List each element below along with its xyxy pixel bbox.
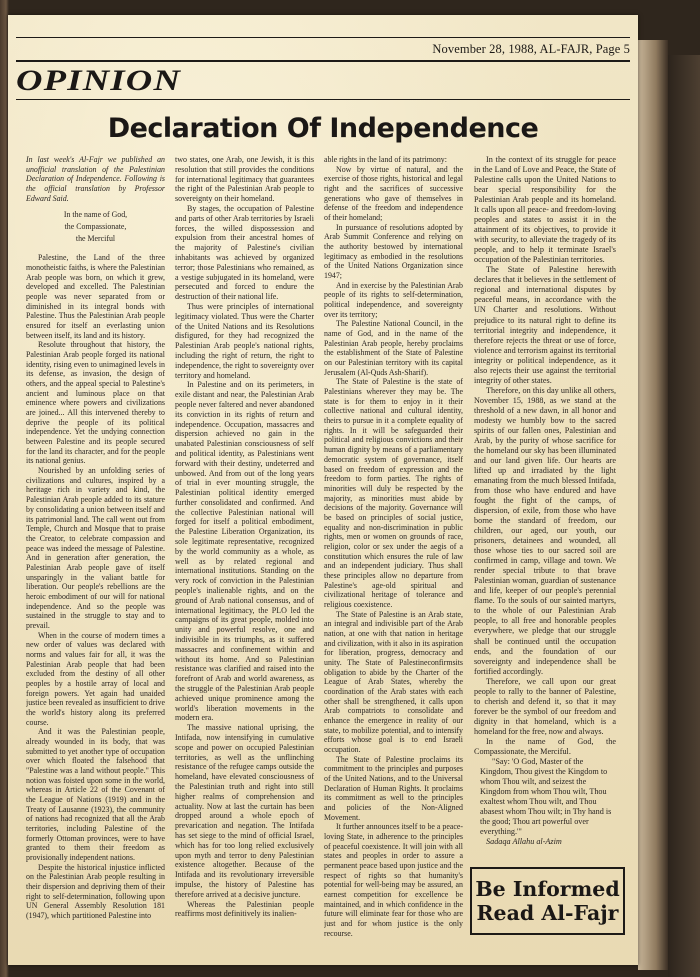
ad-line-2: Read Al-Fajr [476,901,619,925]
headline: Declaration Of Independence [107,113,539,144]
section-title: OPINION [16,64,182,97]
paragraph: In the context of its struggle for peace in the Land of Love and Peace, the State of Palestine calls upon the United Nations to bear special responsibility for the Palestinian Arab people and its homeland. It calls upon all peace- and freedom-loving peoples and states to assist it in the attainment of its objectives, to provide it with security, to alleviate the tragedy of its people, and to help it terminate Israel's occupation of the Palestinian territories. [474,155,616,265]
paragraph: The State of Palestine herewith declares that it believes in the settlement of regional and international disputes by peaceful means, in accordance with the UN Charter and resolutions. Without prejudice to its natural right to define its territorial integrity and independence, it therefore rejects the threat or use of force, violence and terrorism against its territorial integrity or political independence, as it also rejects their use against the territorial integrity of other states. [474,265,616,385]
paragraph: Resolute throughout that history, the Palestinian Arab people forged its national identity, rising even to unimagined levels in its defense, as invasion, the design of others, and the appeal special to Palestine's ancient and luminous place on that eminence where powers and civilizations are joined... All this intervened thereby to deprive the people of its political independence. Yet the undying connection between Palestine and its people secured for the land its character, and for the people its national genius. [26,340,165,466]
paragraph: And it was the Palestinian people, already wounded in its body, that was submitted to yet another type of occupation over which floated the falsehood that "Palestine was a land without people." This notion was foisted upon some in the world, whereas in Article 22 of the Covenant of the League of Nations (1919) and in the Treaty of Lausanne (1923), the community of nations had recognized that all the Arab territories, including Palestine of the formerly Ottoman provinces, were to have granted to them their freedom as provisionally independent nations. [26,727,165,863]
invocation [26,209,165,245]
column-1 [26,155,165,940]
binding-shadow [668,55,700,977]
paragraph: Palestine, the Land of the three monotheistic faiths, is where the Palestinian Arab people was born, on which it grew, developed and excelled. The Palestinian people was never separated from or diminished in its integral bonds with Palestine. Thus the Palestinian Arab people ensured for itself an everlasting union between itself, its land and its history. [26,253,165,340]
paragraph: The State of Palestine proclaims its commitment to the principles and purposes of the United Nations, and to the Universal Declaration of Human Rights. It proclaims its commitment as well to the principles and policies of the Non-Aligned Movement. [324,754,463,822]
invocation-line: the Compassionate, [64,222,127,232]
paragraph: able rights in the land of its patrimony: [324,155,447,164]
paragraph: Despite the historical injustice inflicted on the Palestinian Arab people resulting in their dispersion and depriving them of their right to self-determination, following upon UN General Assembly Resolution 181 (1947), which partitioned Palestine into [26,862,165,921]
paragraph: In pursuance of resolutions adopted by Arab Summit Conference and relying on the authority bestowed by international legitimacy as embodied in the resolutions of the United Nations Organization since 1947; [324,222,463,281]
paragraph: In Palestine and on its perimeters, in exile distant and near, the Palestinian Arab people never faltered and never abandoned its conviction in its rights of return and independence. Occupation, massacres and dispersion achieved no gain in the unabated Palestinian consciousness of self and political identity, as Palestinians went forward with their destiny, undeterred and unbowed. And from out of the long years of trial in ever mounting struggle, the Palestinian political identity emerged further consolidated and confirmed. And the collective Palestinian national will forged for itself a political embodiment, the Palestine Liberation Organization, its sole legitimate representative, recognized by the world community as a whole, as well as by related regional and international institutions. Standing on the very rock of conviction in the Palestinian people's inalienable rights, and on the ground of Arab national consensus, and of international legitimacy, the PLO led the campaigns of its great people, molded into unity and powerful resolve, one and indivisible in its triumphs, as it suffered massacres and confinement within and without its home. And so Palestinian resistance was clarified and raised into the forefront of Arab and world awareness, as the struggle of the Palestinian Arab people achieved unique prominence among the world's liberation movements in the modern era. [175,380,314,723]
column-2 [175,155,314,940]
paragraph: The massive national uprising, the Intifada, now intensifying in cumulative scope and power on occupied Palestinian territories, as well as the unflinching resistance of the refugee camps outside the homeland, have elevated consciousness of the Palestinian truth and right into still higher realms of comprehension and actuality. Now at last the curtain has been dropped around a whole epoch of prevarication and negation. The Intifada has set siege to the mind of official Israel, which has for too long relied exclusively upon myth and terror to deny Palestinian existence altogether. Because of the Intifada and its revolutionary irreversible impulse, the history of Palestine has therefore arrived at a decisive juncture. [175,723,314,899]
section-rule [16,60,630,62]
quran-quote: "Say: 'O God, Master of the Kingdom, Thou givest the Kingdom to whom Thou wilt, and seizest the Kingdom from whom Thou wilt, Thou exaltest whom Thou wilt, and Thou abasest whom Thou wilt; in Thy hand is the good; Thou art powerful over everything.'" [480,756,612,837]
paragraph: When in the course of modern times a new order of values was declared with norms and values fair for all, it was the Palestinian Arab people that had been excluded from the destiny of all other peoples by a hostile array of local and foreign powers. Yet again had unaided justice been revealed as insufficient to drive the world's history along its preferred course. [26,630,165,727]
column-4 [474,155,616,853]
invocation-line: the Merciful [75,234,116,244]
paragraph: It further announces itself to be a peace-loving State, in adherence to the principles of peaceful coexistence. It will join with all states and peoples in order to assure a permanent peace based upon justice and the respect of rights so that humanity's potential for well-being may be assured, an earnest competition for excellence be maintained, and in which confidence in the future will eliminate fear for those who are just and for whom justice is the only recourse. [324,822,463,938]
paragraph: Thus were principles of international legitimacy violated. Thus were the Charter of the United Nations and its Resolutions disfigured, for they had recognized the Palestinian Arab people's national rights, including the right of return, the right to independence, the right to sovereignty over territory and homeland. [175,301,314,380]
paragraph: Now by virtue of natural, and the exercise of those rights, historical and legal right and the sacrifices of successive generations who gave of themselves in defense of the freedom and independence of their homeland; [324,164,463,223]
ad-line-1: Be Informed [475,877,620,901]
paragraph: In the name of God, the Compassionate, the Merciful. [474,736,616,756]
newspaper-page [8,15,638,965]
column-3 [324,155,463,940]
paragraph: The Palestine National Council, in the name of God, and in the name of the Palestinian Arab people, hereby proclaims the establishment of the State of Palestine on our Palestinian territory with its capital Jerusalem (Al-Quds Ash-Sharif). [324,319,463,377]
section-bottom-rule [16,99,630,100]
paragraph: Whereas the Palestinian people reaffirms most definitively its inalien- [175,899,314,919]
paragraph: The State of Palestine is the state of Palestinians wherever they may be. The state is for them to enjoy in it their collective national and cultural identity, theirs to pursue in it a complete equality of rights. In it will be safeguarded their political and religious convictions and their human dignity by means of a parliamentary democratic system of governance, itself based on freedom of expression and the freedom to form parties. The rights of minorities will duly be respected by the majority, as minorities must abide by decisions of the majority. Governance will be based on principles of social justice, equality and non-discrimination in public rights, men or women on grounds of race, religion, color or sex under the aegis of a constitution which ensures the rule of law and an independent judiciary. Thus shall these principles allow no departure from Palestine's age-old spiritual and civilizational heritage of tolerance and religious coexistence. [324,377,463,609]
al-fajr-ad-box [470,867,625,935]
top-rule [16,37,630,38]
paragraph: Nourished by an unfolding series of civilizations and cultures, inspired by a heritage rich in variety and kind, the Palestinian Arab people added to its stature by consolidating a union between itself and its patrimonial land. The call went out from Temple, Church and Mosque that to praise the Creator, to celebrate compassion and peace was indeed the message of Palestine. And in generation after generation, the Palestinian Arab people gave of itself unsparingly in the valiant battle for liberation. Our people's rebellions are the heroic embodiment of our will for national independence. And so the people was sustained in the struggle to stay and to prevail. [26,466,165,630]
paragraph: And in exercise by the Palestinian Arab people of its rights to self-determination, political independence, and sovereignty over its territory; [324,280,463,319]
paragraph: Therefore, on this day unlike all others, November 15, 1988, as we stand at the threshold of a new dawn, in all honor and modesty we humbly bow to the sacred spirits of our fallen ones, Palestinian and Arab, by the purity of whose sacrifice for the homeland our sky has been illuminated and our land given life. Our hearts are lifted up and irradiated by the light emanating from the much blessed Intifada, from those who have endured and have fought the fight of the camps, of dispersion, of exile, from those who have borne the standard of freedom, our children, our aged, our youth, our prisoners, detainees and wounded, all those whose ties to our sacred soil are confirmed in camp, village and town. We render special tribute to that brave Palestinian woman, guardian of sustenance and life, keeper of our people's perennial flame. To the souls of our sainted martyrs, to the whole of our Palestinian Arab people, to all free and honorable peoples everywhere, we pledge that our struggle shall be continued until the occupation ends, and the foundation of our sovereignty and independence shall be fortified accordingly. [474,385,616,676]
intro-note: In last week's Al-Fajr we published an unofficial translation of the Palestinian Declaration of Independence. Following is the official translation by Professor Edward Said. [26,155,165,203]
binding-edge [638,40,668,970]
paragraph: By stages, the occupation of Palestine and parts of other Arab territories by Israeli forces, the willed dispossession and expulsion from their ancestral homes of the majority of Palestine's civilian inhabitants was achieved by organized terror; those Palestinians who remained, as a vestige subjugated in its homeland, were persecuted and forced to endure the destruction of their national life. [175,203,314,302]
paragraph: Therefore, we call upon our great people to rally to the banner of Palestine, to cherish and defend it, so that it may forever be the symbol of our freedom and dignity in that homeland, which is a homeland for the free, now and always. [474,676,616,736]
header-date-page: November 28, 1988, AL-FAJR, Page 5 [432,42,630,56]
invocation-line: In the name of God, [63,210,128,220]
paragraph: The State of Palestine is an Arab state, an integral and indivisible part of the Arab nation, at one with that nation in heritage and civilization, with it also in its aspiration for liberation, progress, democracy and unity. The State of Palestineconfirmsits obligation to abide by the Charter of the League of Arab States, whereby the coordination of the Arab states with each other shall be strengthened, it calls upon Arab compatriots to consolidate and enhance the emergence in reality of our state, to mobilize potential, and to intensify efforts whose goal is to end Israeli occupation. [324,609,463,754]
closing-formula: Sadaqa Allahu al-Azim [486,837,562,847]
paragraph: two states, one Arab, one Jewish, it is this resolution that still provides the conditions for international legitimacy that guarantees the right of the Palestinian Arab people to sovereignty on their homeland. [175,155,314,204]
